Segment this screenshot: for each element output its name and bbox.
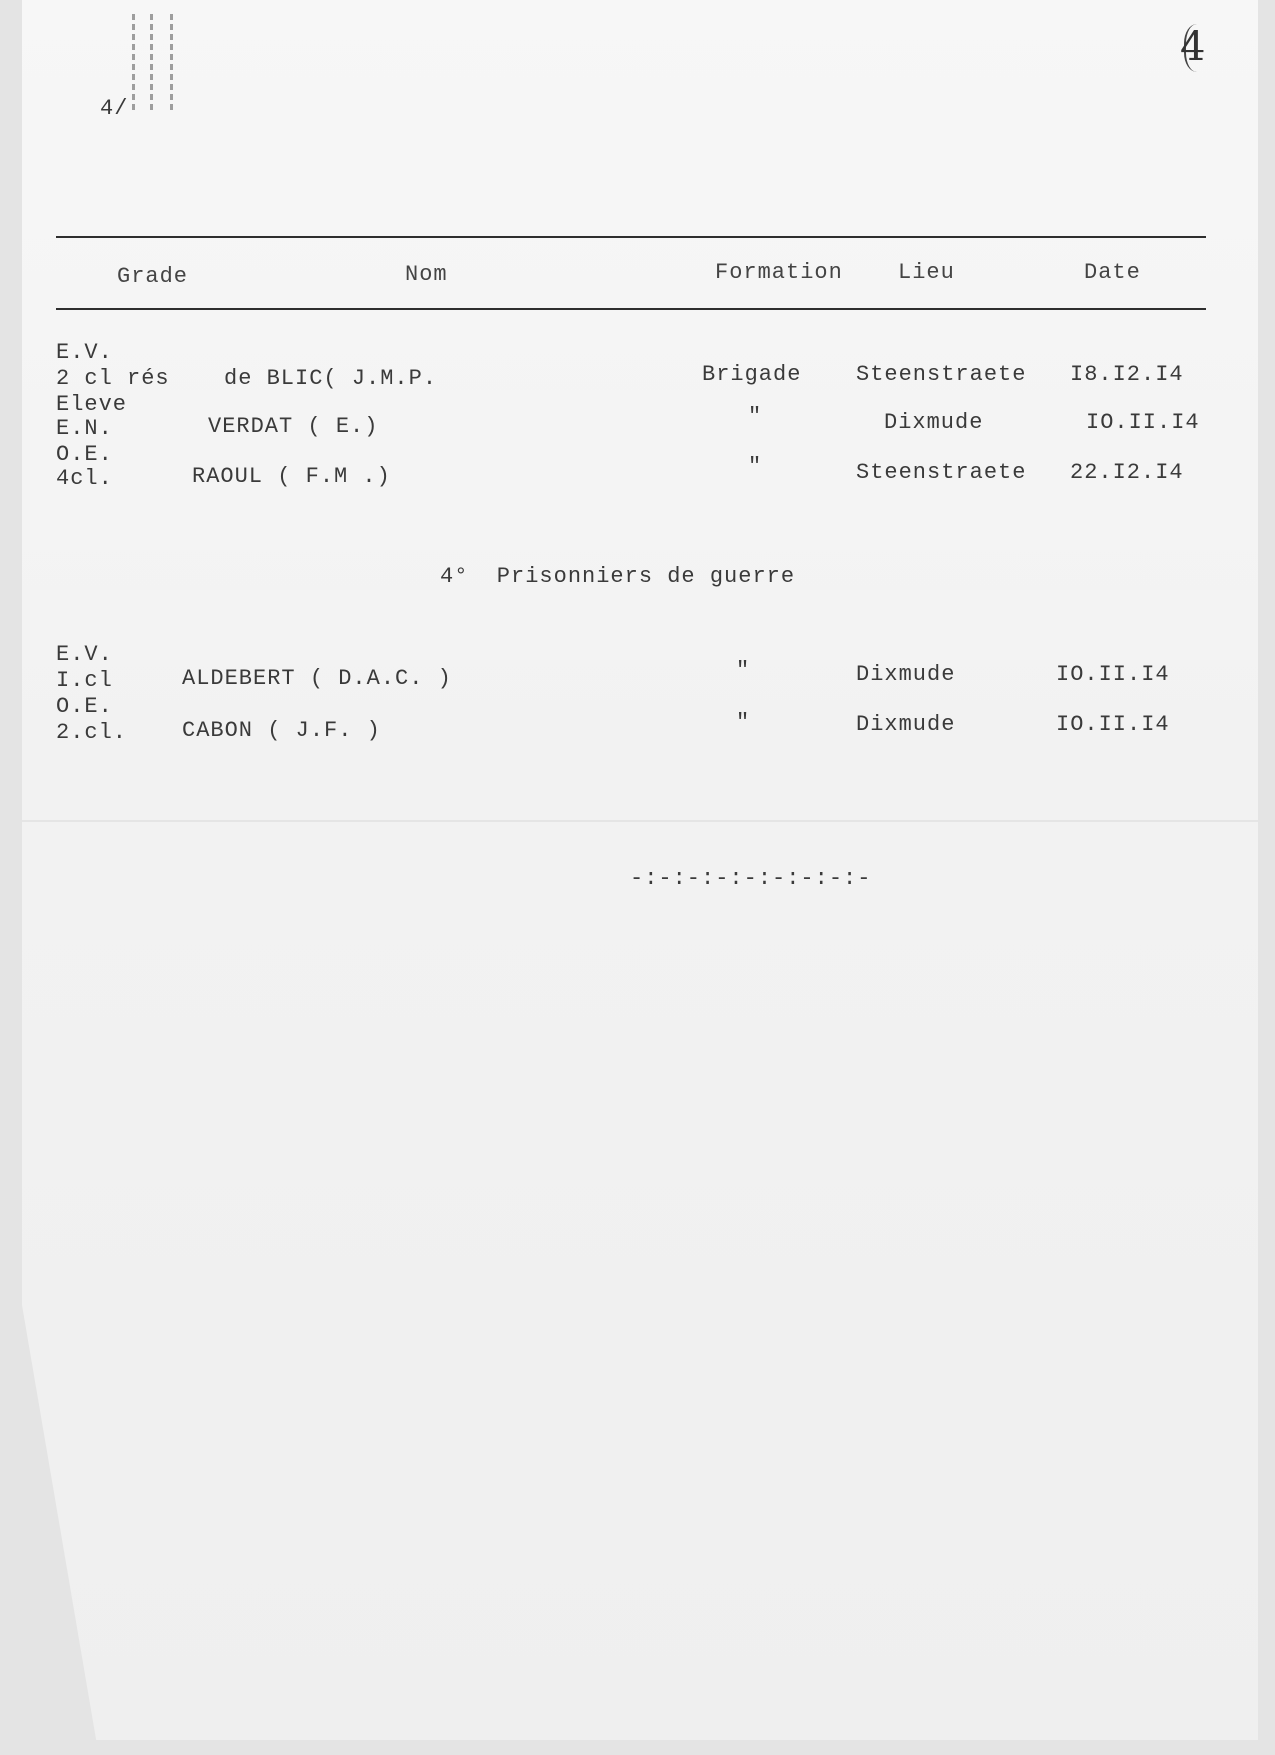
staple-mark bbox=[132, 14, 135, 114]
name-cell: VERDAT ( E.) bbox=[208, 414, 379, 439]
lieu-cell: Dixmude bbox=[856, 662, 956, 687]
grade-line: 4cl. bbox=[56, 466, 113, 491]
date-cell: IO.II.I4 bbox=[1056, 662, 1170, 687]
name-cell: RAOUL ( F.M .) bbox=[192, 464, 391, 489]
lieu-cell: Steenstraete bbox=[856, 362, 1027, 387]
date-cell: 22.I2.I4 bbox=[1070, 460, 1184, 485]
fold-line bbox=[22, 820, 1258, 822]
grade-line: E.N. bbox=[56, 416, 113, 441]
column-header-date: Date bbox=[1084, 260, 1141, 285]
date-cell: IO.II.I4 bbox=[1086, 410, 1200, 435]
grade-line: E.V. bbox=[56, 340, 113, 365]
lieu-cell: Steenstraete bbox=[856, 460, 1027, 485]
lieu-cell: Dixmude bbox=[856, 712, 956, 737]
formation-cell: Brigade bbox=[702, 362, 802, 387]
name-cell: de BLIC( J.M.P. bbox=[224, 366, 438, 391]
grade-line: 2.cl. bbox=[56, 720, 128, 745]
staple-mark bbox=[170, 14, 173, 114]
grade-line: 2 cl rés bbox=[56, 366, 170, 391]
column-header-nom: Nom bbox=[405, 262, 448, 287]
formation-cell: " bbox=[736, 710, 750, 735]
grade-line: O.E. bbox=[56, 694, 113, 719]
header-bottom-rule bbox=[56, 308, 1206, 310]
grade-line: O.E. bbox=[56, 442, 113, 467]
staple-mark bbox=[150, 14, 153, 114]
name-cell: CABON ( J.F. ) bbox=[182, 718, 381, 743]
grade-line: Eleve bbox=[56, 392, 128, 417]
column-header-grade: Grade bbox=[117, 264, 189, 289]
name-cell: ALDEBERT ( D.A.C. ) bbox=[182, 666, 452, 691]
handwritten-page-number: 4 bbox=[1180, 24, 1206, 70]
header-top-rule bbox=[56, 236, 1206, 238]
closing-separator: -:-:-:-:-:-:-:-:- bbox=[630, 866, 872, 891]
column-header-lieu: Lieu bbox=[898, 260, 955, 285]
formation-cell: " bbox=[736, 658, 750, 683]
page-number: 4/ bbox=[100, 96, 129, 121]
date-cell: IO.II.I4 bbox=[1056, 712, 1170, 737]
formation-cell: " bbox=[748, 454, 762, 479]
section-heading: 4° Prisonniers de guerre bbox=[440, 564, 796, 589]
formation-cell: " bbox=[748, 404, 762, 429]
grade-line: I.cl bbox=[56, 668, 113, 693]
grade-line: E.V. bbox=[56, 642, 113, 667]
lieu-cell: Dixmude bbox=[884, 410, 984, 435]
column-header-formation: Formation bbox=[715, 260, 843, 285]
date-cell: I8.I2.I4 bbox=[1070, 362, 1184, 387]
